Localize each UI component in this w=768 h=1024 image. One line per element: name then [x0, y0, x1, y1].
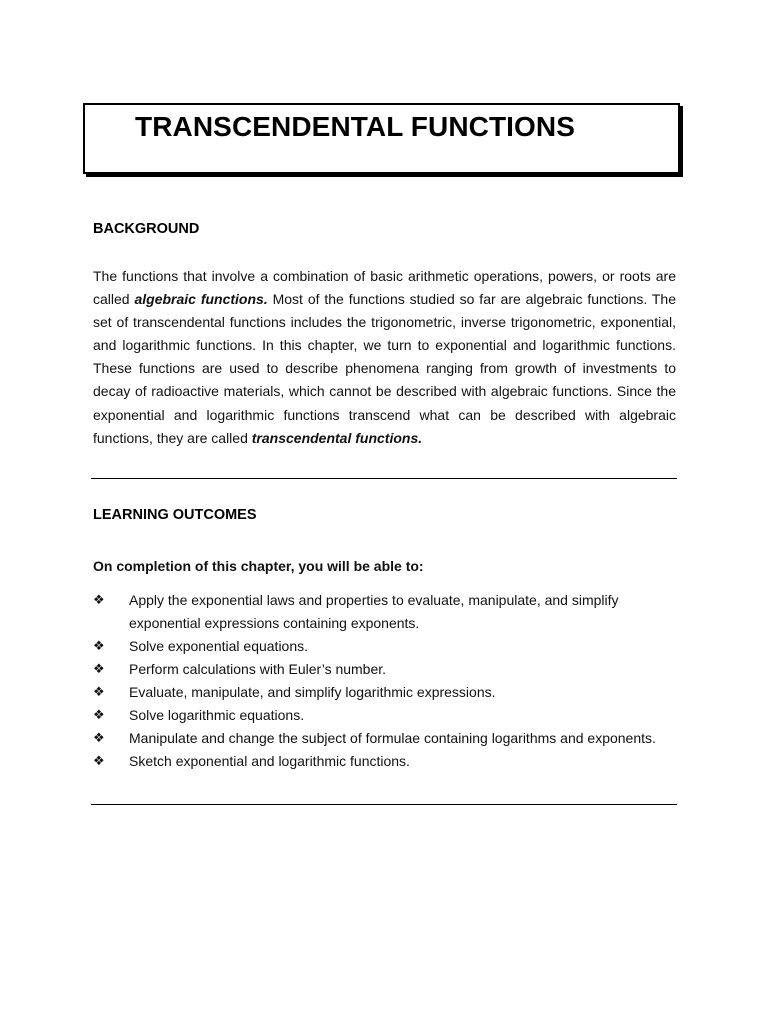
list-item-text: Apply the exponential laws and properties to evaluate, manipulate, and simplify exponential expressions containing exponents.: [129, 592, 619, 631]
learning-outcomes-heading: LEARNING OUTCOMES: [93, 507, 257, 523]
term-transcendental-functions: transcendental functions.: [251, 429, 423, 446]
divider-rule: [91, 804, 677, 805]
diamond-bullet-icon: ❖: [93, 708, 105, 723]
list-item: [93, 635, 673, 658]
list-item-text: Evaluate, manipulate, and simplify logarithmic expressions.: [129, 684, 496, 700]
list-item: [93, 589, 673, 635]
diamond-bullet-icon: ❖: [93, 731, 105, 746]
list-item-text: Solve exponential equations.: [129, 638, 309, 654]
list-item-text: Perform calculations with Euler’s number.: [129, 661, 387, 677]
list-item: [93, 704, 673, 727]
background-text-2: Most of the functions studied so far are algebraic functions. The set of transcendental functions includes the trigonometric, inverse trigonometric, exponential, and logarithmic functions. In this chapter, we turn to exponential and logarithmic functions. These functions are used to describe phenomena ranging from growth of investments to decay of radioactive materials, which cannot be described with algebraic functions. Since the exponential and logarithmic functions transcend what can be described with algebraic functions, they are called: [93, 291, 677, 446]
list-item-text: Solve logarithmic equations.: [129, 707, 305, 723]
background-heading: BACKGROUND: [93, 221, 200, 237]
diamond-bullet-icon: ❖: [93, 593, 105, 608]
title-box: [83, 103, 680, 174]
list-item: [93, 658, 673, 681]
diamond-bullet-icon: ❖: [93, 754, 105, 769]
term-algebraic-functions: algebraic functions.: [134, 291, 268, 308]
background-text-1: The functions that involve a combination of basic arithmetic operations, powers, or roots are called: [93, 268, 676, 308]
diamond-bullet-icon: ❖: [93, 685, 105, 700]
page-title: TRANSCENDENTAL FUNCTIONS: [135, 111, 576, 142]
diamond-bullet-icon: ❖: [93, 662, 105, 677]
list-item: [93, 727, 673, 750]
list-item: [93, 681, 673, 704]
diamond-bullet-icon: ❖: [93, 639, 105, 654]
divider-rule: [91, 478, 677, 479]
learning-outcomes-list: [93, 589, 673, 773]
list-item: [93, 750, 673, 773]
list-item-text: Sketch exponential and logarithmic functions.: [129, 753, 410, 769]
list-item-text: Manipulate and change the subject of formulae containing logarithms and exponents.: [129, 730, 656, 746]
background-paragraph: [93, 265, 676, 450]
learning-outcomes-intro: On completion of this chapter, you will be able to:: [93, 558, 424, 574]
